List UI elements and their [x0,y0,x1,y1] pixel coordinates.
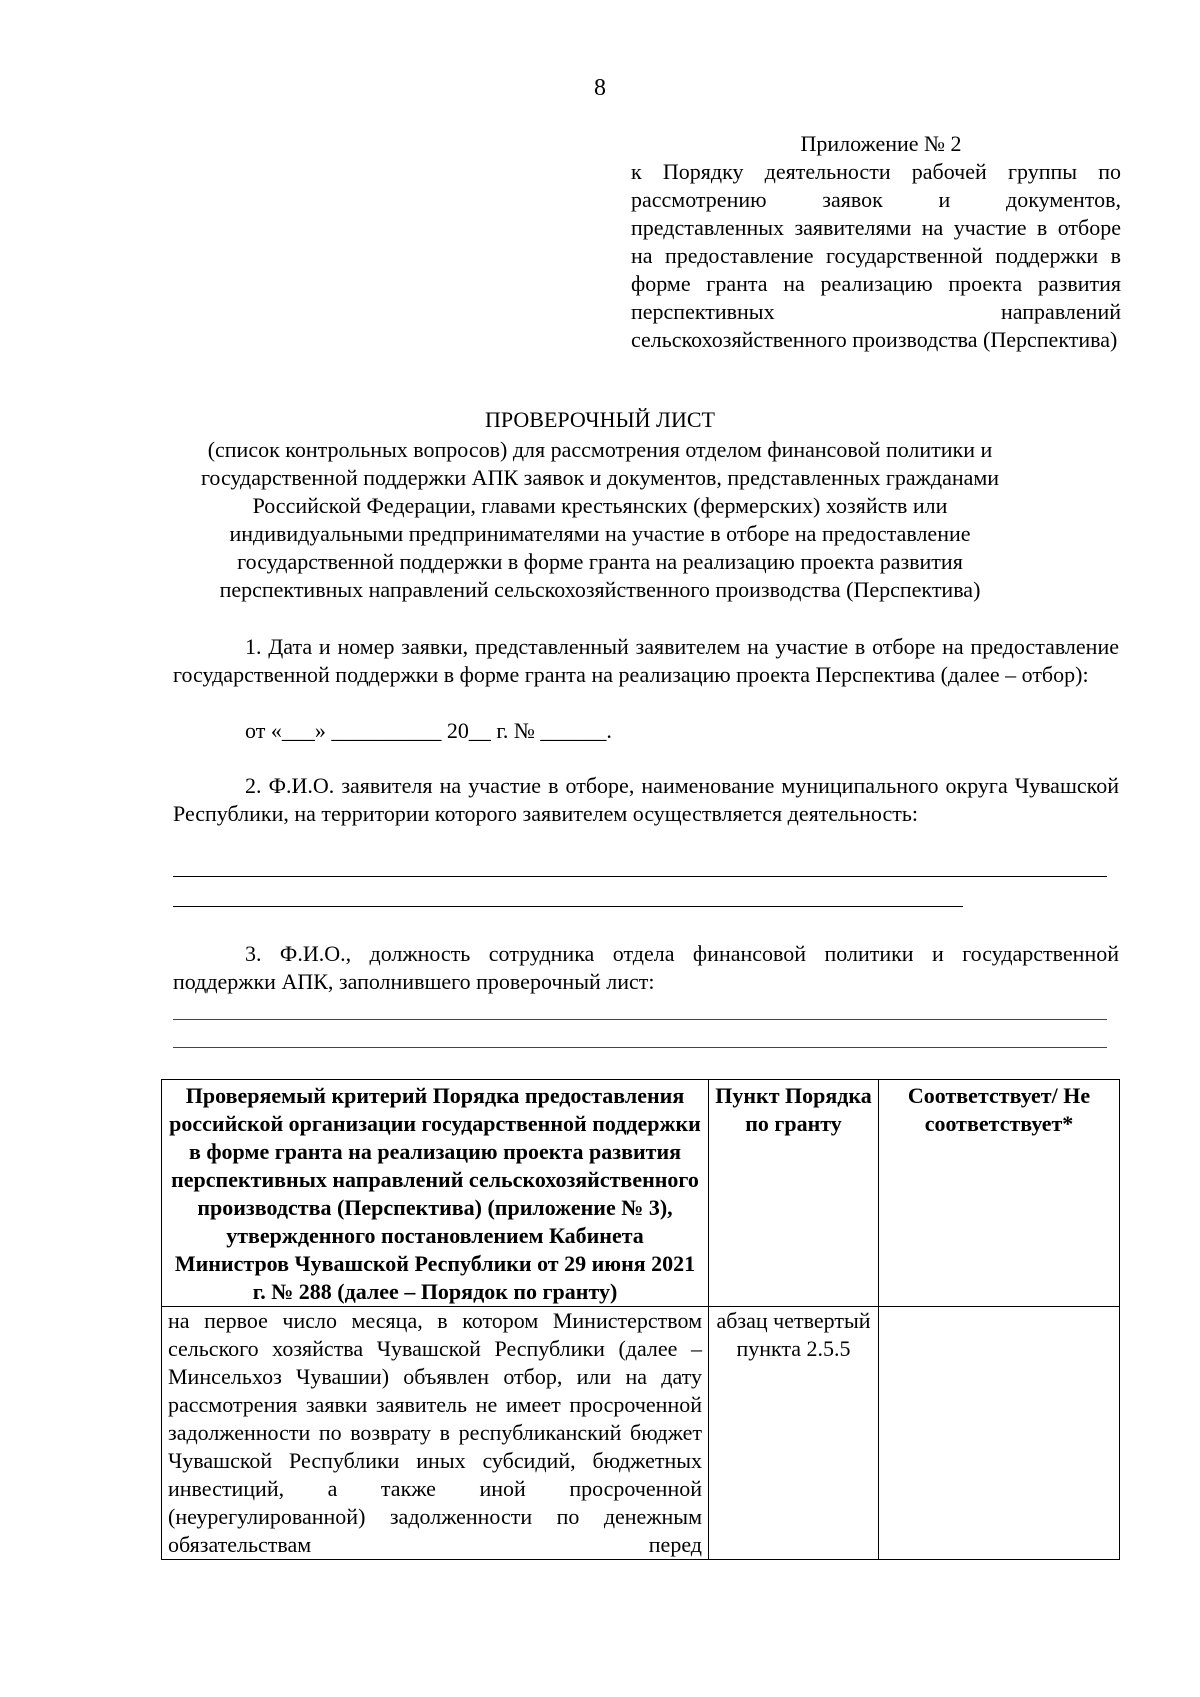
header-status: Соответствует/ Не соответствует* [879,1080,1120,1307]
page-number: 8 [594,75,606,101]
appendix-title: Приложение № 2 [800,131,962,156]
item-2-text: 2. Ф.И.О. заявителя на участие в отборе, наименование муниципального округа Чувашской Республики, на территории которого заявителем осуществляется деятельность: [173,773,1119,826]
table-row [162,1307,1120,1560]
item-1-date-number-line: от «___» __________ 20__ г. № ______. [245,718,612,743]
fill-line-applicant-1 [173,876,1107,877]
appendix-text: к Порядку деятельности рабочей группы по рассмотрению заявок и документов, представленных заявителями на участие в отборе на предоставление государственной поддержки в форме гранта на реализацию проекта развития перспективных направлений сельскохозяйственного производства (Перспектива) [631,159,1121,352]
fill-line-employee-2 [173,1047,1107,1048]
appendix-block [631,130,1121,354]
header-criterion: Проверяемый критерий Порядка предоставления российской организации государственной поддержки в форме гранта на реализацию проекта развития перспективных направлений сельскохозяйственного производства (Перспектива) (приложение № 3), утвержденного постановлением Кабинета Министров Чувашской Республики от 29 июня 2021 г. № 288 (далее – Порядок по гранту) [162,1080,709,1307]
header-clause: Пункт Порядка по гранту [709,1080,879,1307]
fill-line-applicant-2 [173,906,963,907]
fill-line-employee-1 [173,1019,1107,1020]
item-3-text: 3. Ф.И.О., должность сотрудника отдела финансовой политики и государственной поддержки АПК, заполнившего проверочный лист: [173,941,1119,994]
table-header-row [162,1080,1120,1307]
document-title: ПРОВЕРОЧНЫЙ ЛИСТ [485,407,715,432]
row-criterion: на первое число месяца, в котором Министерством сельского хозяйства Чувашской Республики (далее – Минсельхоз Чувашии) объявлен отбор, или на дату рассмотрения заявки заявитель не имеет просроченной задолженности по возврату в республиканский бюджет Чувашской Республики иных субсидий, бюджетных инвестиций, а также иной просроченной (неурегулированной) задолженности по денежным обязательствам перед [162,1307,709,1560]
item-1-text: 1. Дата и номер заявки, представленный заявителем на участие в отборе на предоставление государственной поддержки в форме гранта на реализацию проекта Перспектива (далее – отбор): [173,634,1119,687]
document-subtitle: (список контрольных вопросов) для рассмотрения отделом финансовой политики и государственной поддержки АПК заявок и документов, представленных гражданами Российской Федерации, главами крестьянских (фермерских) хозяйств или индивидуальными предпринимателями на участие в отборе на предоставление государственной поддержки в форме гранта на реализацию проекта развития перспективных направлений сельскохозяйственного производства (Перспектива) [200,437,1000,602]
row-clause: абзац четвертый пункта 2.5.5 [709,1307,879,1560]
checklist-table [161,1079,1120,1560]
row-status-cell [879,1307,1120,1560]
